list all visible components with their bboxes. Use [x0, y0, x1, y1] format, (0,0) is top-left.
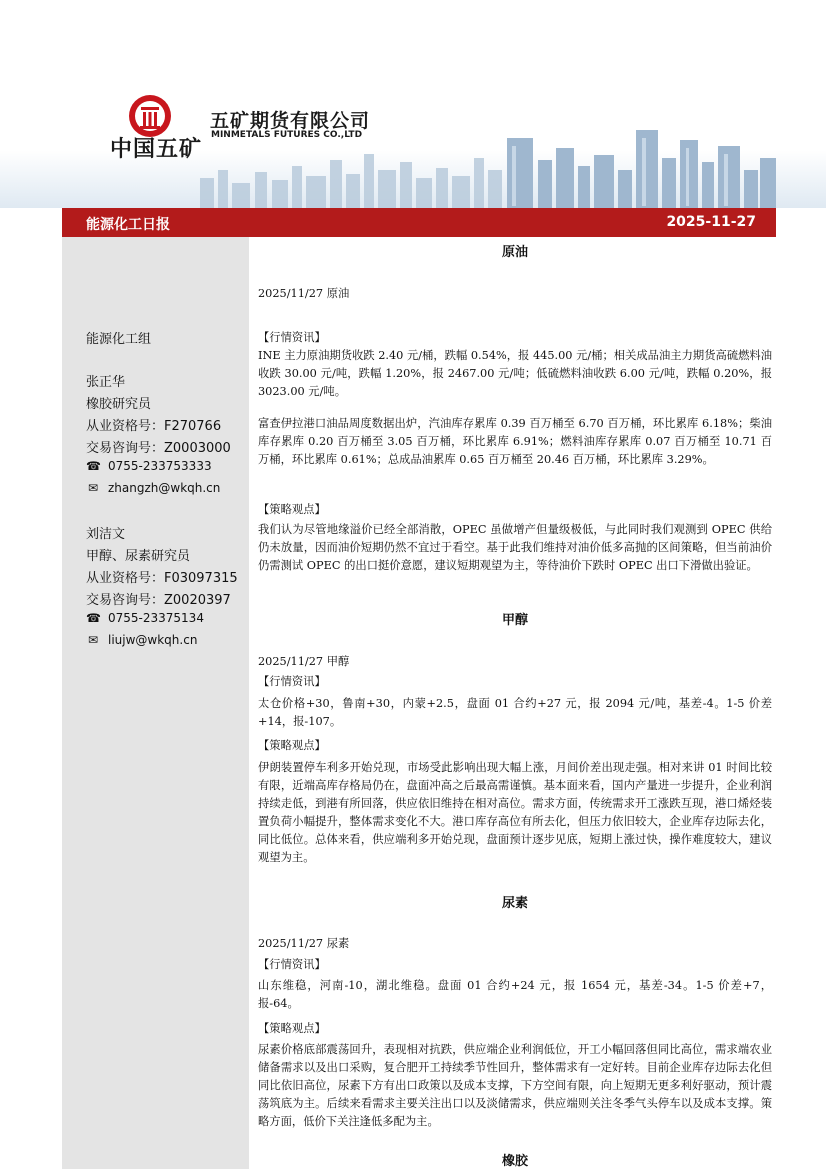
email-address[interactable]: liujw@wkqh.cn: [108, 633, 198, 647]
section-date: 2025/11/27 甲醇: [258, 655, 350, 668]
strategy-paragraph: 伊朗装置停车利多开始兑现，市场受此影响出现大幅上涨，月间价差出现走强。相对来讲 01 时间比较有限，近端高库存格局仍在，盘面冲高之后最高需谨慎。基本面来看，国内产量进一步提升，企业利润持续走低，到港有所回落，供应依旧维持在相对高位。需求方面，传统需求开工涨跌互现，港口烯烃装置负荷小幅提升，整体需求变化不大。港口库存高位有所去化，但压力依旧较大，企业库存边际去化，同比低位。总体来看，供应端利多开始兑现，盘面预计逐步见底，短期上涨过快，操作难度较大，建议观望为主。: [258, 761, 772, 864]
strategy-heading: 【策略观点】: [258, 739, 326, 752]
report-date: 2025-11-27: [666, 214, 756, 230]
logo-text: 中国五矿: [110, 137, 203, 162]
phone-icon: ☎: [86, 459, 101, 473]
analyst-sidebar: [62, 237, 249, 1169]
mail-icon: ✉: [87, 481, 99, 495]
analyst-phone: [86, 459, 212, 473]
phone-icon: ☎: [86, 611, 101, 625]
analyst-consult-number: 交易咨询号：Z0003000: [86, 441, 231, 456]
section-title-crude: 原油: [501, 245, 528, 260]
analyst-name: 刘洁文: [86, 527, 126, 542]
analyst-email[interactable]: [86, 633, 197, 647]
analyst-license: 从业资格号：F03097315: [86, 571, 238, 586]
analyst-license: 从业资格号：F270766: [86, 419, 222, 434]
analyst-name: 张正华: [86, 375, 126, 390]
info-paragraph: 富查伊拉港口油品周度数据出炉，汽油库存累库 0.39 百万桶至 6.70 百万桶，环比累库 6.18%；柴油库存累库 0.20 百万桶至 3.05 百万桶，环比累库 6.91%；燃料油库存累库 0.07 百万桶至 10.71 百万桶，环比累库 0.61%；总成品油累库 0.65 百万桶至 20.46 百万桶，环比累库 3.29%。: [258, 417, 772, 466]
analyst-email[interactable]: [86, 481, 220, 495]
info-heading: 【行情资讯】: [258, 675, 326, 688]
strategy-heading: 【策略观点】: [258, 503, 326, 516]
info-paragraph: 山东维稳，河南-10，湖北维稳。盘面 01 合约+24 元，报 1654 元，基差-34。1-5 价差+7，报-64。: [258, 979, 772, 1010]
email-address[interactable]: zhangzh@wkqh.cn: [108, 481, 221, 495]
company-name-en: MINMETALS FUTURES CO.,LTD: [211, 130, 363, 140]
company-name-cn: 五矿期货有限公司: [210, 110, 371, 132]
city-skyline-banner: [0, 0, 826, 208]
section-date: 2025/11/27 原油: [258, 287, 350, 300]
info-heading: 【行情资讯】: [258, 958, 326, 971]
strategy-heading: 【策略观点】: [258, 1022, 326, 1035]
section-title-rubber: 橡胶: [501, 1154, 528, 1169]
team-name: 能源化工组: [86, 332, 152, 347]
info-paragraph: INE 主力原油期货收跌 2.40 元/桶，跌幅 0.54%，报 445.00 元/桶；相关成品油主力期货高硫燃料油收跌 30.00 元/吨，跌幅 1.20%，报 2467.00 元/吨；低硫燃料油收跌 6.00 元/吨，跌幅 0.20%，报 3023.00 元/吨。: [258, 349, 772, 398]
analyst-role: 甲醇、尿素研究员: [86, 549, 191, 564]
phone-number: 0755-233753333: [108, 459, 212, 473]
info-heading: 【行情资讯】: [258, 331, 326, 344]
analyst-role: 橡胶研究员: [86, 397, 152, 412]
analyst-phone: [86, 611, 204, 625]
strategy-paragraph: 尿素价格底部震荡回升，表现相对抗跌，供应端企业利润低位，开工小幅回落但同比高位，需求端农业储备需求以及出口采购，复合肥开工持续季节性回升，整体需求有一定好转。目前企业库存边际去化但同比依旧高位，尿素下方有出口政策以及成本支撑，下方空间有限，向上短期无更多利好驱动，预计震荡筑底为主。后续来看需求主要关注出口以及淡储需求，供应端则关注冬季气头停车以及成本支撑。策略方面，低价下关注逢低多配为主。: [258, 1043, 772, 1128]
report-header: [0, 0, 826, 208]
section-date: 2025/11/27 尿素: [258, 937, 350, 950]
section-title-methanol: 甲醇: [501, 613, 528, 628]
report-title: 能源化工日报: [86, 217, 170, 233]
report-title-banner: [62, 208, 776, 237]
section-title-urea: 尿素: [501, 896, 528, 911]
mail-icon: ✉: [87, 633, 99, 647]
analyst-consult-number: 交易咨询号：Z0020397: [86, 593, 231, 608]
phone-number: 0755-23375134: [108, 611, 204, 625]
strategy-paragraph: 我们认为尽管地缘溢价已经全部消散，OPEC 虽做增产但量级极低，与此同时我们观测到 OPEC 供给仍未放量，因而油价短期仍然不宜过于看空。基于此我们维持对油价低多高抛的区间策略，但当前油价仍需测试 OPEC 的出口挺价意愿，建议短期观望为主，等待油价下跌时 OPEC 出口下滑做出验证。: [258, 523, 772, 572]
info-paragraph: 太仓价格+30，鲁南+30，内蒙+2.5，盘面 01 合约+27 元，报 2094 元/吨，基差-4。1-5 价差+14，报-107。: [258, 697, 772, 728]
